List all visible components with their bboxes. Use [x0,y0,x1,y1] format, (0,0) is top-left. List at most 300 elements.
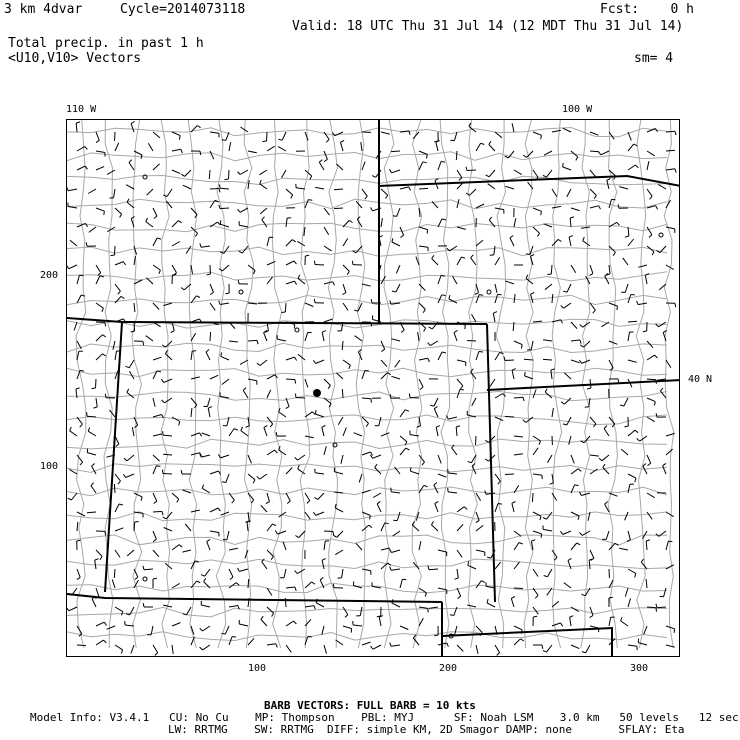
wind-barb [296,184,305,189]
county-line [67,583,667,593]
wind-barb [419,541,421,550]
wind-barb [127,389,134,398]
wind-barb [305,303,313,307]
map-panel [66,119,680,657]
wind-barb [207,265,211,275]
wind-barb [512,123,514,132]
wind-barb [260,180,267,189]
wind-barb [88,189,96,194]
wind-barb [533,531,542,538]
wind-barb [248,638,254,645]
wind-barb [472,314,477,322]
wind-barb [547,455,552,463]
wind-barb [286,493,290,504]
wind-barb [260,208,267,214]
wind-barb [448,488,457,493]
wind-barb [131,322,135,332]
wind-barb [131,645,134,654]
wind-barb [324,319,333,322]
wind-barb [153,265,160,274]
wind-barb [354,433,362,436]
wind-barb [334,208,343,209]
wind-barb [355,336,362,341]
wind-barb [647,355,657,360]
county-line [664,120,674,648]
wind-barb [67,265,77,269]
map-canvas [67,120,680,657]
wind-barb [171,322,175,333]
wind-barb [533,321,542,322]
wind-barb [533,227,540,237]
wind-barb [183,185,191,189]
wind-barb [362,284,371,286]
wind-barb [362,525,372,531]
wind-barb [564,583,571,588]
wind-barb [153,357,162,360]
wind-barb [581,227,590,228]
wind-barb [628,332,634,341]
wind-barb [305,606,315,610]
model-name: 3 km 4dvar [4,2,83,17]
wind-barb [434,132,438,142]
wind-barb [165,350,172,360]
wind-barb [305,493,310,503]
wind-barb [286,621,296,626]
county-line [552,120,562,648]
cycle-label: Cycle=2014073118 [120,2,246,17]
wind-barb [543,645,552,652]
wind-barb [512,502,516,513]
wind-barb [183,490,192,493]
wind-barb [609,543,619,550]
wind-barb [210,189,220,193]
wind-barb [619,187,628,189]
x-tick-300: 300 [630,663,649,674]
wind-barb [476,645,478,654]
wind-barb [185,524,191,531]
wind-barb [126,360,135,368]
wind-barb [238,208,249,212]
wind-barb [257,474,267,479]
wind-barb [286,379,296,384]
wind-barb [111,246,115,256]
wind-barb [590,206,601,210]
wind-barb [322,331,326,341]
wind-barb [334,492,343,493]
wind-barb [571,469,581,474]
wind-barb [183,607,191,615]
wind-barb [663,463,666,474]
lat-label-40n: 40 N [688,374,713,385]
wind-barb [568,558,571,569]
wind-barb [419,188,428,189]
wind-barb [77,146,87,151]
wind-barb [476,512,479,523]
county-line [524,120,533,648]
wind-barb [495,284,497,293]
wind-barb [476,352,483,361]
wind-barb [396,265,400,273]
wind-barb [286,281,297,285]
wind-barb [239,620,248,626]
wind-barb [666,449,673,455]
wind-barb [400,227,404,238]
wind-barb [533,448,538,455]
city-marker [659,233,663,237]
wind-barb [571,645,579,649]
wind-barb [91,483,96,493]
wind-barb [322,559,326,569]
wind-barb [324,246,332,251]
wind-barb [324,379,330,389]
wind-barb [487,599,495,607]
wind-barb [666,227,675,233]
wind-barb [510,236,514,247]
wind-barb [419,303,425,313]
wind-barb [438,474,446,477]
wind-barb [362,452,373,455]
wind-barb [153,132,160,138]
wind-barb [379,616,383,626]
wind-barb [96,303,103,312]
wind-barb [341,141,345,152]
wind-barb [153,578,157,588]
wind-barb [248,180,249,189]
wind-barb [453,276,458,284]
model-info-line2: LW: RRTMG SW: RRTMG DIFF: simple KM, 2D Smagor DAMP: none SFLAY: Eta [168,723,685,736]
wind-barb [324,645,327,654]
wind-barb [96,132,99,143]
wind-barb [466,167,476,171]
wind-barb [315,469,324,474]
wind-barb [359,474,362,483]
wind-barb [625,512,628,520]
wind-barb [400,579,406,588]
wind-barb [495,645,500,655]
wind-barb [172,132,180,140]
wind-barb [343,238,348,246]
wind-barb [172,221,182,227]
wind-barb [96,622,107,626]
wind-barb [476,436,477,445]
wind-barb [495,562,501,569]
wind-barb [143,603,153,607]
wind-barb [647,398,655,406]
wind-barb [163,431,172,436]
wind-barb [571,360,580,363]
wind-barb [533,208,541,215]
wind-barb [148,143,153,151]
wind-barb [146,218,153,227]
wind-barb [248,474,255,483]
wind-barb [362,569,371,575]
wind-barb [153,238,161,246]
wind-barb [77,166,88,170]
wind-barb [628,295,635,304]
wind-barb [488,184,495,189]
county-line [67,512,667,521]
wind-barb [514,588,523,589]
wind-barb [172,417,180,425]
wind-barb [552,206,561,208]
wind-barb [210,284,214,295]
wind-barb [343,626,352,633]
wind-barb [280,569,286,578]
wind-barb [590,455,599,456]
wind-barb [666,512,674,517]
wind-barb [533,645,543,649]
wind-barb [628,239,634,246]
wind-barb [257,360,267,366]
wind-barb [285,598,286,607]
wind-barb [472,398,476,406]
wind-barb [134,569,138,580]
wind-barb [656,246,666,253]
wind-barb [315,187,324,189]
wind-barb [451,626,457,635]
wind-barb [68,203,77,208]
wind-barb [647,512,652,519]
wind-barb [153,531,156,542]
wind-barb [324,541,329,550]
county-line [67,368,667,376]
wind-barb [362,162,365,171]
wind-barb [77,569,80,580]
wind-barb [229,429,238,436]
wind-barb [115,132,116,141]
wind-barb [248,265,255,274]
wind-barb [208,407,212,417]
wind-barb [438,643,448,647]
wind-barb [580,531,591,535]
wind-barb [153,455,160,461]
wind-barb [563,128,571,132]
county-line [67,247,667,256]
wind-barb [267,524,276,531]
wind-barb [370,455,381,458]
wind-barb [210,375,218,379]
county-line [496,120,506,648]
wind-barb [248,579,249,588]
wind-barb [356,201,362,208]
wind-barb [248,340,258,344]
county-line [67,464,667,473]
wind-barb [471,255,476,265]
wind-barb [467,341,476,342]
wind-barb [238,170,249,175]
wind-barb [628,321,637,322]
wind-barb [533,132,541,139]
wind-barb [571,543,580,550]
wind-barb [495,208,504,214]
wind-barb [514,562,520,569]
wind-barb [283,542,286,551]
wind-barb [333,531,343,537]
county-line [67,632,667,641]
wind-barb [172,149,182,153]
wind-barb [229,493,234,503]
wind-barb [419,379,423,390]
wind-barb [357,217,362,227]
wind-barb [278,147,286,151]
wind-barb [656,604,666,608]
wind-barb [590,170,596,177]
wind-barb [391,376,400,379]
wind-barb [514,639,524,645]
wind-barb [186,246,191,254]
wind-barb [229,548,238,550]
city-marker-denver [314,390,321,397]
wind-barb [638,639,647,645]
wind-barb [143,566,153,570]
wind-barb [263,132,268,142]
wind-barb [569,236,573,246]
y-tick-100: 100 [40,461,59,472]
wind-barb [544,151,552,155]
wind-barb [279,408,286,417]
wind-barb [163,454,172,455]
wind-barb [495,474,500,484]
wind-barb [476,525,483,531]
wind-barb [419,162,427,170]
wind-barb [115,143,119,151]
wind-barb [286,261,297,265]
wind-barb [454,330,458,341]
wind-barb [229,142,231,151]
wind-barb [286,218,291,227]
wind-barb [391,339,400,341]
wind-barb [115,645,123,654]
wind-barb [132,427,134,436]
wind-barb [286,189,293,198]
wind-barb [457,645,463,651]
wind-barb [341,455,343,464]
wind-barb [172,170,180,174]
wind-barb [457,507,467,512]
county-boundaries [67,120,674,648]
wind-barb [455,569,459,579]
wind-barb [153,511,163,515]
wind-barb [314,493,324,500]
wind-barb [210,132,219,137]
wind-barb [77,417,82,427]
wind-barb [267,450,277,455]
wind-barb [543,170,552,177]
wind-barb [621,284,628,293]
wind-barb [210,151,214,159]
wind-barb [115,208,122,218]
wind-barb [202,485,210,493]
wind-barb [362,398,371,403]
county-line [244,120,253,648]
county-line [67,295,667,305]
wind-barb [400,410,409,417]
wind-barb [248,151,257,153]
wind-barb [96,208,104,215]
wind-barb [395,360,400,367]
wind-barb [514,531,521,536]
wind-barb [647,455,651,466]
wind-barb [286,468,292,475]
wind-barb [628,430,638,436]
wind-barb [336,373,343,379]
wind-barb [582,645,590,653]
wind-barb [92,379,97,389]
wind-barb [286,587,296,591]
wind-barb [305,512,310,519]
wind-barb [191,433,202,436]
wind-barb [241,427,248,436]
wind-barb [222,379,229,385]
wind-barb [410,431,419,436]
wind-barb [267,644,277,648]
lon-label-110w: 110 W [66,104,97,115]
wind-barb [153,434,162,436]
wind-barb [511,597,515,608]
wind-barb [342,389,343,398]
wind-barb [115,296,125,303]
wind-barb [552,408,553,417]
wind-barb [172,583,180,588]
wind-barb [314,299,324,303]
wind-barb [181,170,191,176]
wind-barb [646,540,650,550]
wind-barb [533,474,542,479]
wind-barb [191,408,192,417]
wind-barb [77,645,86,646]
county-line [161,120,170,648]
wind-barb [87,412,96,417]
wind-barb [124,455,134,461]
wind-barb [298,354,305,360]
wind-barb [428,566,438,570]
wind-barb [666,541,672,550]
wind-barb [431,521,438,531]
wind-barb [419,618,423,626]
county-line [67,415,667,425]
wind-barb [96,335,106,341]
wind-barb [393,208,400,216]
wind-barb [560,531,571,535]
wind-barb [77,522,78,531]
wind-barb [373,493,381,498]
wind-barb [628,569,636,577]
wind-barb [476,550,485,556]
city-marker [487,290,491,294]
wind-barb [552,493,557,501]
wind-barb [210,303,215,310]
wind-barb [476,143,484,151]
wind-barb [153,164,160,170]
wind-barb [391,151,400,152]
wind-barb [623,258,628,265]
wind-barb [67,607,77,611]
wind-barb [107,170,115,174]
wind-barb [598,151,609,155]
wind-barb [172,645,173,654]
city-markers [143,175,663,638]
wind-barb [381,373,391,379]
wind-barb [628,645,637,650]
wind-barb [377,501,381,512]
wind-barb [563,284,571,292]
wind-barb [305,582,315,588]
wind-barb [191,208,197,218]
wind-barb [286,645,291,652]
wind-barb [89,227,96,232]
wind-barb [220,184,230,189]
wind-barb [267,277,273,284]
